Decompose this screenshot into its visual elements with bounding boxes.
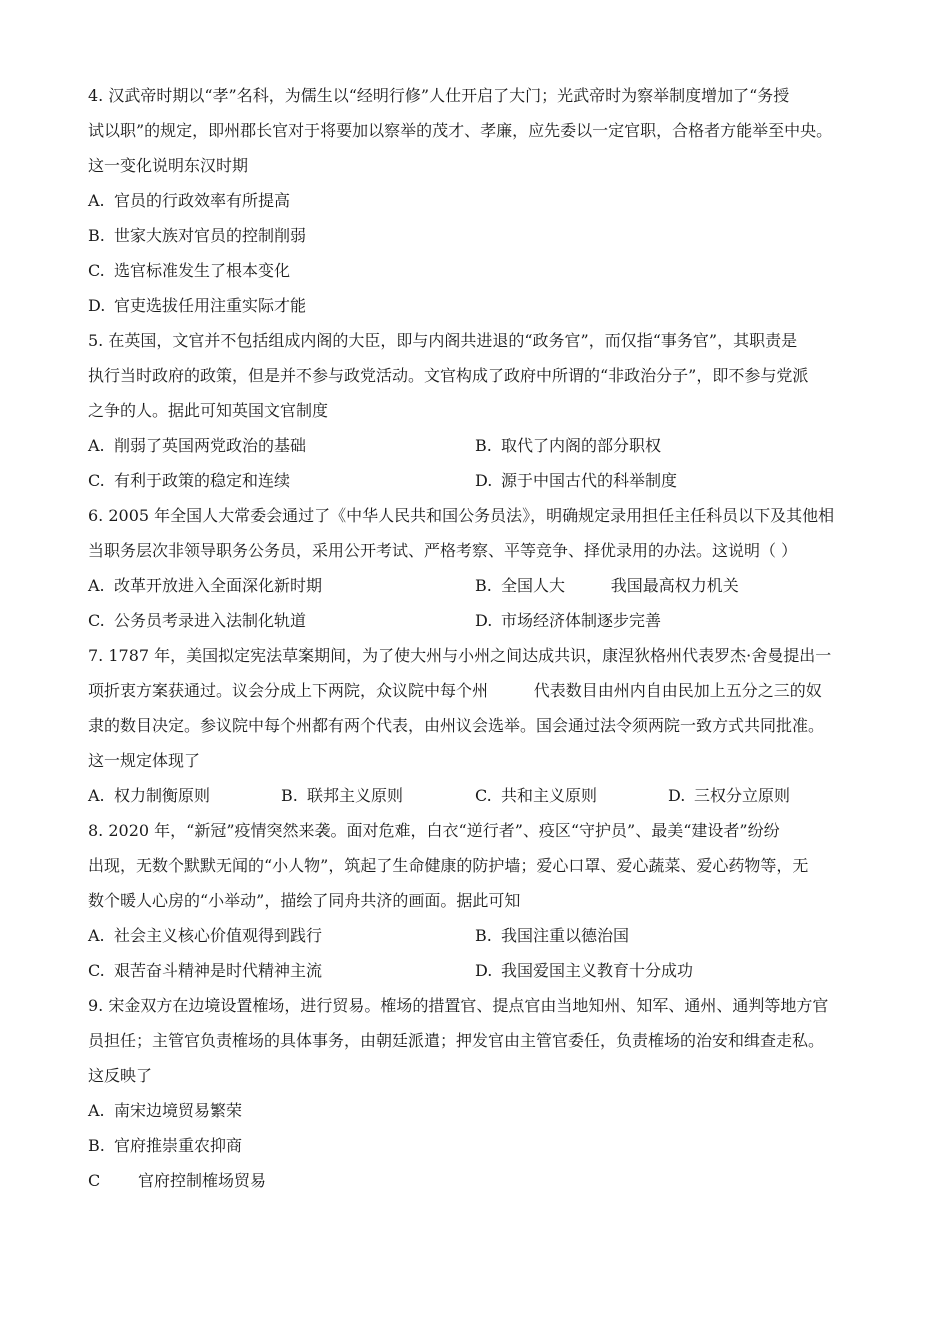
option-label: D. <box>88 296 106 315</box>
option-label: C. <box>475 786 492 805</box>
exam-page <box>88 78 868 1198</box>
option-label: D. <box>668 786 686 805</box>
option-text: 削弱了英国两党政治的基础 <box>114 436 307 455</box>
option-label: C. <box>88 261 105 280</box>
option-row <box>88 778 868 813</box>
option-label: A. <box>88 191 105 210</box>
question-text-line: 4. 汉武帝时期以“孝”名科，为儒生以“经明行修”人仕开启了大门；光武帝时为察举制度增加了“务授 <box>88 86 790 105</box>
question-text-line: 当职务层次非领导职务公务员，采用公开考试、严格考察、平等竞争、择优录用的办法。这说明（ ） <box>88 541 798 560</box>
question-text-line: 数个暖人心房的“小举动”，描绘了同舟共济的画面。据此可知 <box>88 891 521 910</box>
option-text: 三权分立原则 <box>694 786 791 805</box>
option-text: 官府控制榷场贸易 <box>138 1171 267 1190</box>
option-row <box>88 568 868 603</box>
option-label: A. <box>88 436 105 455</box>
option-text: 官吏选拔任用注重实际才能 <box>114 296 307 315</box>
question-text-line: 隶的数目决定。参议院中每个州都有两个代表，由州议会选举。国会通过法令须两院一致方式共同批准。 <box>88 716 825 735</box>
option-text: 我国爱国主义教育十分成功 <box>501 961 694 980</box>
question-text-line: 试以职”的规定，即州郡长官对于将要加以察举的茂才、孝廉，应先委以一定官职，合格者方能举至中央。 <box>88 121 833 140</box>
option-label: B. <box>88 1136 105 1155</box>
option-d[interactable] <box>475 603 661 638</box>
option-c[interactable] <box>88 253 868 288</box>
option-text: 联邦主义原则 <box>307 786 404 805</box>
option-c[interactable] <box>88 953 322 988</box>
option-d[interactable] <box>88 288 868 323</box>
option-label: C. <box>88 471 105 490</box>
option-label: D. <box>475 611 493 630</box>
option-a[interactable] <box>88 183 868 218</box>
option-row <box>88 953 868 988</box>
option-label: B. <box>475 926 492 945</box>
option-a[interactable] <box>88 428 306 463</box>
option-b[interactable] <box>88 218 868 253</box>
option-text: 有利于政策的稳定和连续 <box>114 471 291 490</box>
option-label: A. <box>88 576 105 595</box>
option-label: B. <box>475 436 492 455</box>
option-c[interactable] <box>88 1163 868 1198</box>
option-text: 取代了内阁的部分职权 <box>501 436 662 455</box>
option-text: 源于中国古代的科举制度 <box>501 471 678 490</box>
question-5 <box>88 323 868 498</box>
question-text-line: 这反映了 <box>88 1066 153 1085</box>
option-row <box>88 603 868 638</box>
option-text: 市场经济体制逐步完善 <box>501 611 662 630</box>
option-label: A. <box>88 786 105 805</box>
option-label: D. <box>475 471 493 490</box>
question-text-line: 6. 2005 年全国人大常委会通过了《中华人民共和国公务员法》，明确规定录用担任主任科员以下及其他相 <box>88 506 835 525</box>
question-text-line: 7. 1787 年，美国拟定宪法草案期间，为了使大州与小州之间达成共识，康涅狄格州代表罗杰·舍曼提出一 <box>88 646 832 665</box>
option-row <box>88 463 868 498</box>
option-text: 共和主义原则 <box>501 786 598 805</box>
option-label: C. <box>88 961 105 980</box>
option-text: 权力制衡原则 <box>114 786 211 805</box>
option-label: D. <box>475 961 493 980</box>
option-b[interactable] <box>475 918 629 953</box>
option-text: 官员的行政效率有所提高 <box>114 191 291 210</box>
question-text-line: 5. 在英国，文官并不包括组成内阁的大臣，即与内阁共进退的“政务官”，而仅指“事务官”，其职责是 <box>88 331 798 350</box>
option-b[interactable] <box>475 568 739 603</box>
option-a[interactable] <box>88 568 322 603</box>
question-text-line: 之争的人。据此可知英国文官制度 <box>88 401 329 420</box>
question-text-line: 员担任；主管官负责榷场的具体事务，由朝廷派遣；押发官由主管官委任，负责榷场的治安和缉查走私。 <box>88 1031 825 1050</box>
question-9 <box>88 988 868 1198</box>
option-text: 南宋边境贸易繁荣 <box>114 1101 243 1120</box>
question-8 <box>88 813 868 988</box>
question-text-line: 9. 宋金双方在边境设置榷场，进行贸易。榷场的措置官、提点官由当地知州、知军、通州、通判等地方官 <box>88 996 829 1015</box>
option-d[interactable] <box>475 953 693 988</box>
option-c[interactable] <box>88 603 306 638</box>
question-text-line: 这一变化说明东汉时期 <box>88 156 249 175</box>
option-text: 公务员考录进入法制化轨道 <box>114 611 307 630</box>
option-text: 我国注重以德治国 <box>501 926 630 945</box>
option-b[interactable] <box>88 1128 868 1163</box>
option-text: 社会主义核心价值观得到践行 <box>114 926 323 945</box>
option-label: B. <box>475 576 492 595</box>
question-6 <box>88 498 868 638</box>
question-text-line: 项折衷方案获通过。议会分成上下两院，众议院中每个州 代表数目由州内自由民加上五分之三的奴 <box>88 681 822 700</box>
option-text: 改革开放进入全面深化新时期 <box>114 576 323 595</box>
option-label: A. <box>88 1101 105 1120</box>
option-label: B. <box>88 226 105 245</box>
question-7 <box>88 638 868 813</box>
option-text: 全国人大 我国最高权力机关 <box>501 576 739 595</box>
question-4 <box>88 78 868 323</box>
option-d[interactable] <box>475 463 677 498</box>
option-text: 官府推崇重农抑商 <box>114 1136 243 1155</box>
option-d[interactable] <box>668 778 790 813</box>
option-label: C <box>88 1171 101 1190</box>
option-label: A. <box>88 926 105 945</box>
question-text-line: 8. 2020 年，“新冠”疫情突然来袭。面对危难，白衣“逆行者”、疫区“守护员”、最美“建设者”纷纷 <box>88 821 780 840</box>
option-a[interactable] <box>88 1093 868 1128</box>
option-b[interactable] <box>281 778 403 813</box>
option-a[interactable] <box>88 918 322 953</box>
option-label: C. <box>88 611 105 630</box>
option-row <box>88 428 868 463</box>
option-row <box>88 918 868 953</box>
option-text: 艰苦奋斗精神是时代精神主流 <box>114 961 323 980</box>
option-c[interactable] <box>475 778 597 813</box>
option-label: B. <box>281 786 298 805</box>
question-text-line: 这一规定体现了 <box>88 751 201 770</box>
question-text-line: 执行当时政府的政策，但是并不参与政党活动。文官构成了政府中所谓的“非政治分子”，即不参与党派 <box>88 366 809 385</box>
option-a[interactable] <box>88 778 210 813</box>
question-text-line: 出现，无数个默默无闻的“小人物”，筑起了生命健康的防护墙；爱心口罩、爱心蔬菜、爱心药物等，无 <box>88 856 809 875</box>
option-c[interactable] <box>88 463 290 498</box>
option-text: 选官标准发生了根本变化 <box>114 261 291 280</box>
option-text: 世家大族对官员的控制削弱 <box>114 226 307 245</box>
option-b[interactable] <box>475 428 661 463</box>
